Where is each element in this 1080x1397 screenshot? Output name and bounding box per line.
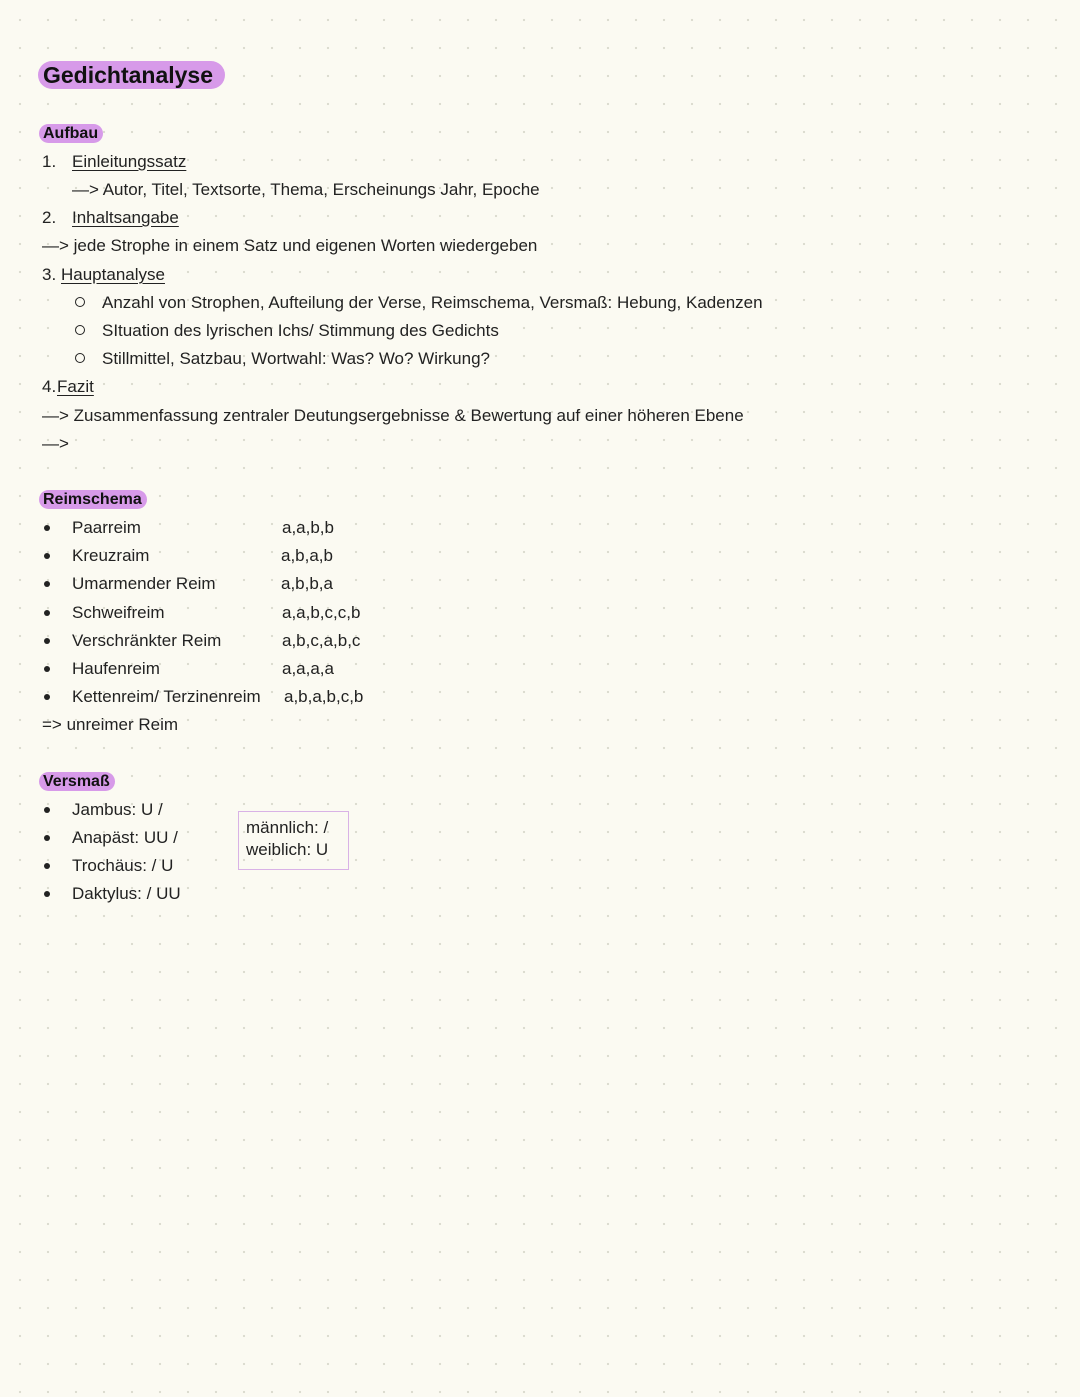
reim-name: Haufenreim (72, 659, 160, 678)
aufbau-trailing-arrow: —> (42, 434, 69, 453)
kadenz-maennlich: männlich: / (246, 818, 329, 837)
aufbau-item-2-label: Inhaltsangabe (72, 208, 179, 227)
aufbau-item-1-number: 1. (42, 152, 57, 171)
aufbau-item-1-label: Einleitungssatz (72, 152, 187, 171)
aufbau-item-3-label: Hauptanalyse (61, 265, 165, 284)
reim-name: Umarmender Reim (72, 574, 216, 593)
section-heading-versmass: Versmaß (39, 772, 115, 791)
section-heading-reimschema: Reimschema (39, 490, 147, 509)
hauptanalyse-point: Stillmittel, Satzbau, Wortwahl: Was? Wo? Wirkung? (102, 349, 490, 368)
aufbau-item-1-detail: —> Autor, Titel, Textsorte, Thema, Erscheinungs Jahr, Epoche (72, 180, 540, 199)
hauptanalyse-point: SItuation des lyrischen Ichs/ Stimmung des Gedichts (102, 321, 499, 340)
aufbau-item-2-number: 2. (42, 208, 57, 227)
reim-pattern: a,a,a,a (282, 659, 334, 678)
section-heading-aufbau: Aufbau (39, 124, 103, 143)
reim-name: Verschränkter Reim (72, 631, 222, 650)
versmass-item: Daktylus: / UU (72, 884, 181, 903)
versmass-item: Jambus: U / (72, 800, 163, 819)
kadenz-weiblich: weiblich: U (246, 840, 329, 859)
aufbau-item-3-number: 3. (42, 265, 57, 284)
bullet-icon (44, 581, 50, 587)
reim-pattern: a,a,b,c,c,b (282, 603, 361, 622)
hauptanalyse-point: Anzahl von Strophen, Aufteilung der Verse, Reimschema, Versmaß: Hebung, Kadenzen (102, 293, 763, 312)
versmass-item: Trochäus: / U (72, 856, 174, 875)
aufbau-item-4-number: 4. (42, 377, 57, 396)
reim-pattern: a,b,c,a,b,c (282, 631, 361, 650)
reim-pattern: a,b,a,b,c,b (284, 687, 364, 706)
circle-bullet-icon (75, 297, 85, 307)
reim-name: Kreuzraim (72, 546, 150, 565)
bullet-icon (44, 807, 50, 813)
reim-name: Paarreim (72, 518, 141, 537)
aufbau-item-4-detail: —> Zusammenfassung zentraler Deutungsergebnisse & Bewertung auf einer höheren Ebene (42, 406, 744, 425)
bullet-icon (44, 553, 50, 559)
reim-pattern: a,b,b,a (281, 574, 333, 593)
reim-pattern: a,b,a,b (281, 546, 333, 565)
bullet-icon (44, 525, 50, 531)
reim-pattern: a,a,b,b (282, 518, 334, 537)
bullet-icon (44, 694, 50, 700)
reim-name: Schweifreim (72, 603, 165, 622)
bullet-icon (44, 666, 50, 672)
aufbau-item-2-detail: —> jede Strophe in einem Satz und eigenen Worten wiedergeben (42, 236, 538, 255)
bullet-icon (44, 835, 50, 841)
bullet-icon (44, 863, 50, 869)
reim-name: Kettenreim/ Terzinenreim (72, 687, 261, 706)
aufbau-item-4-label: Fazit (57, 377, 94, 396)
bullet-icon (44, 610, 50, 616)
bullet-icon (44, 638, 50, 644)
page-title: Gedichtanalyse (38, 61, 225, 89)
circle-bullet-icon (75, 325, 85, 335)
circle-bullet-icon (75, 353, 85, 363)
bullet-icon (44, 891, 50, 897)
reimschema-note: => unreimer Reim (42, 715, 179, 734)
versmass-item: Anapäst: UU / (72, 828, 178, 847)
